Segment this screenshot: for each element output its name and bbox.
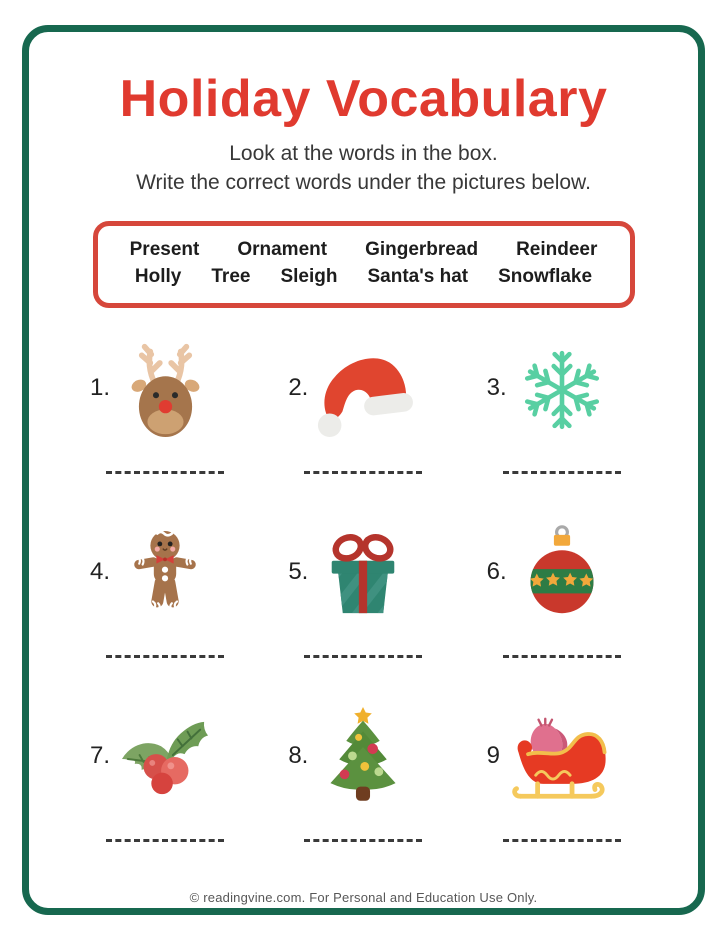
vocab-item-7 (66, 706, 264, 842)
answer-line (503, 471, 621, 474)
vocab-item-5 (264, 522, 462, 658)
word-holly: Holly (134, 266, 182, 288)
vocab-item-2 (264, 338, 462, 474)
instructions (136, 140, 591, 197)
footer-text: © readingvine.com. For Personal and Education Use Only. (189, 890, 538, 905)
item-number: 7. (90, 742, 111, 770)
item-number: 8. (288, 742, 309, 770)
answer-line (503, 655, 621, 658)
answer-line (304, 471, 422, 474)
answer-line (304, 839, 422, 842)
vocab-item-9 (463, 706, 661, 842)
item-number: 5. (288, 558, 309, 586)
item-number: 9 (486, 742, 501, 770)
ornament-icon (517, 522, 607, 627)
word-box (93, 221, 635, 308)
vocab-item-3 (463, 338, 661, 474)
vocab-item-8 (264, 706, 462, 842)
item-number: 4. (90, 558, 111, 586)
word-gingerbread: Gingerbread (365, 238, 479, 260)
item-number: 1. (90, 374, 111, 402)
item-number: 6. (486, 558, 507, 586)
worksheet (22, 25, 705, 915)
word-present: Present (129, 238, 200, 260)
snowflake-icon (516, 344, 608, 436)
page-title: Holiday Vocabulary (119, 70, 608, 128)
vocab-item-6 (463, 522, 661, 658)
reindeer-icon (118, 340, 213, 440)
santa-hat-icon (308, 341, 418, 439)
christmas-tree-icon (319, 705, 407, 812)
holly-icon (116, 714, 214, 802)
item-number: 3. (486, 374, 507, 402)
answer-line (503, 839, 621, 842)
instructions-line2: Write the correct words under the pictures below. (136, 170, 591, 194)
word-reindeer: Reindeer (516, 238, 598, 260)
vocab-item-1 (66, 338, 264, 474)
word-tree: Tree (211, 266, 251, 288)
word-ornament: Ornament (237, 238, 328, 260)
sleigh-icon (507, 710, 617, 806)
answer-line (106, 471, 224, 474)
answer-line (304, 655, 422, 658)
word-box-row1 (118, 236, 610, 264)
present-icon (317, 523, 409, 626)
answer-line (106, 839, 224, 842)
word-snowflake: Snowflake (498, 266, 593, 288)
word-sleigh: Sleigh (280, 266, 338, 288)
instructions-line1: Look at the words in the box. (229, 142, 498, 166)
word-box-row2 (118, 263, 610, 291)
gingerbread-icon (122, 520, 208, 628)
item-number: 2. (288, 374, 309, 402)
answer-line (106, 655, 224, 658)
word-santas-hat: Santa's hat (367, 266, 469, 288)
vocab-item-4 (66, 522, 264, 658)
vocab-grid (22, 338, 705, 842)
